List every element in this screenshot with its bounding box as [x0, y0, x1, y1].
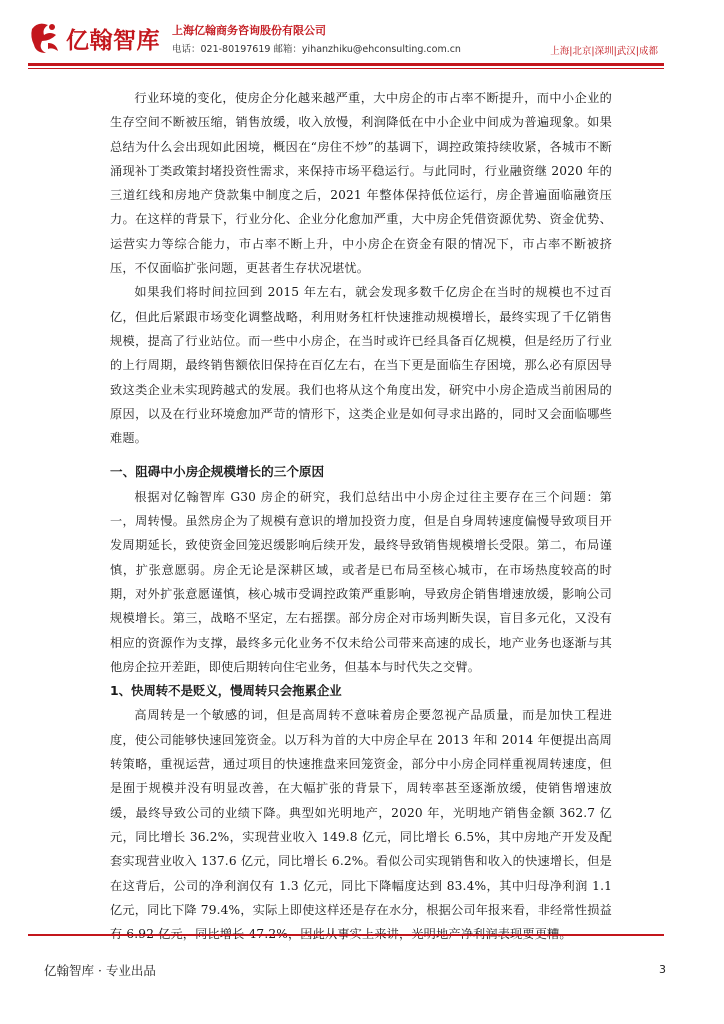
header-divider	[28, 63, 664, 66]
footer-brand: 亿翰智库 · 专业出品	[44, 963, 156, 978]
paragraph-3: 根据对亿翰智库 G30 房企的研究，我们总结出中小房企过往主要存在三个问题：第一，周转慢。虽然房企为了规模有意识的增加投资力度，但是自身周转速度偏慢导致项目开发周期延长，致使资金回笼迟缓影响后续开发，最终导致销售规模增长受限。第二，布局谨慎，扩张意愿弱。房企无论是深耕区域，或者是已布局至核心城市，在市场热度较高的时期，对外扩张意愿谨慎，核心城市受调控政策严重影响，导致房企销售增速放缓，影响公司规模增长。第三，战略不坚定，左右摇摆。部分房企对市场判断失误，盲目多元化，又没有相应的资源作为支撑，最终多元化业务不仅未给公司带来高速的成长，地产业务也逐渐与其他房企拉开差距，即使后期转向住宅业务，但基本与时代失之交臂。	[110, 489, 612, 674]
paragraph-2: 如果我们将时间拉回到 2015 年左右，就会发现多数千亿房企在当时的规模也不过百亿，但此后紧跟市场变化调整战略，利用财务杠杆快速推动规模增长，最终实现了千亿销售规模，提高了行业站位。而一些中小房企，在当时或许已经具备百亿规模，但是经历了行业的上行周期，最终销售额依旧保持在百亿左右，在当下更是面临生存困境，那么必有原因导致这类企业未实现跨越式的发展。我们也将从这个角度出发，研究中小房企造成当前困局的原因，以及在行业环境愈加严苛的情形下，这类企业是如何寻求出路的，同时又会面临哪些难题。	[110, 285, 612, 446]
section-spacer	[110, 450, 612, 460]
paragraph-1: 行业环境的变化，使房企分化越来越严重，大中房企的市占率不断提升，而中小企业的生存空间不断被压缩，销售放缓，收入放慢，利润降低在中小企业中间成为普遍现象。如果总结为什么会出现如此困境，概因在“房住不炒”的基调下，调控政策持续收紧，各城市不断涌现补丁类政策封堵投资性需求，来保持市场平稳运行。与此同时，行业融资继 2020 年的三道红线和房地产贷款集中制度之后，2021 年整体保持低位运行，房企普遍面临融资压力。在这样的背景下，行业分化、企业分化愈加严重，大中房企凭借资源优势、资金优势、运营实力等综合能力，市占率不断上升，中小房企在资金有限的情况下，市占率不断被挤压，不仅面临扩张问题，更甚者生存状况堪忧。	[110, 91, 612, 276]
yihan-logo-icon	[28, 19, 62, 57]
logo-text: 亿翰智库	[66, 28, 160, 54]
header-divider-thin	[28, 68, 664, 69]
subsection-heading-1: 1、快周转不是贬义，慢周转只会拖累企业	[110, 683, 342, 699]
company-name: 上海亿翰商务咨询股份有限公司	[172, 24, 326, 37]
section-heading-1: 一、阻碍中小房企规模增长的三个原因	[110, 464, 325, 480]
paragraph-4: 高周转是一个敏感的词，但是高周转不意味着房企要忽视产品质量，而是加快工程进度，使公司能够快速回笼资金。以万科为首的大中房企早在 2013 年和 2014 年便提出高周转策略，重视运营，通过项目的快速推盘来回笼资金，部分中小房企同样重视周转速度，但是囿于规模并没有明显改善，在大幅扩张的背景下，周转率甚至逐渐放缓，使销售增速放缓，最终导致公司的业绩下降。典型如光明地产，2020 年，光明地产销售金额 362.7 亿元，同比增长 36.2%，实现营业收入 149.8 亿元，同比增长 6.5%，其中房地产开发及配套实现营业收入 137.6 亿元，同比增长 6.2%。看似公司实现销售和收入的快速增长，但是在这背后，公司的净利润仅有 1.3 亿元，同比下降幅度达到 83.4%，其中归母净利润 1.1 亿元，同比下降 79.4%，实际上即使这样还是存在水分，根据公司年报来看，非经常性损益	[110, 708, 612, 917]
document-body	[110, 86, 612, 946]
page-header	[0, 0, 724, 70]
page-number: 3	[659, 963, 666, 976]
footer-divider	[28, 934, 664, 936]
contact-info: 电话：021-80197619 邮箱：yihanzhiku@ehconsulting.com.cn	[172, 44, 461, 55]
office-cities: 上海|北京|深圳|武汉|成都	[550, 46, 658, 57]
